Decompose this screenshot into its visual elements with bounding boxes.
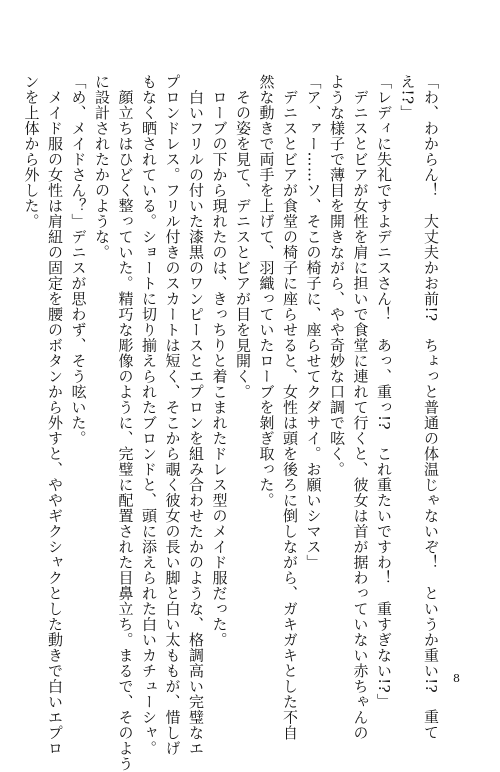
text-line: 然な動きで両手を上げて、羽織っていたローブを剝ぎ取った。 [257, 74, 276, 508]
text-line: 「わ、わからん！ 大丈夫かお前!? ちょっと普通の体温じゃないぞ！ というか重い!? 重て [422, 74, 440, 740]
text-line: デニスとビアが女性を肩に担いで食堂に連れて行くと、彼女は首が据わっていない赤ちゃんの [351, 74, 370, 741]
page-number: 8 [453, 672, 460, 685]
text-line: に設計されたかのような。 [93, 74, 111, 260]
body-text [22, 74, 442, 772]
text-line: 「め、メイドさん？」デニスが思わず、そう呟いた。 [69, 74, 88, 446]
text-line: 白いフリルの付いた漆黒のワンピースとエプロンを組み合わせたかのような、格調高い完璧なエ [187, 74, 205, 756]
text-line: ローブの下から現れたのは、きっちりと着こまれたドレス型のメイド服だった。 [210, 74, 229, 648]
text-line: デニスとビアが食堂の椅子に座らせると、女性は頭を後ろに倒しながら、ガキガキとした不自 [281, 74, 299, 741]
text-line: え!?」 [398, 74, 417, 121]
text-line: プロンドレス。フリル付きのスカートは短く、そこから覗く彼女の長い脚と白い太ももが、惜しげ [163, 74, 182, 756]
text-line: ンを上体から外した。 [22, 74, 41, 229]
text-line: 顔立ちはひどく整っていた。精巧な彫像のように、完璧に配置された目鼻立ち。まるで、そのよう [116, 74, 135, 772]
text-line: その姿を見て、デニスとビアが目を見開く。 [234, 74, 252, 400]
text-line: メイド服の女性は肩紐の固定を腰のボタンから外すと、ややギクシャクとした動きで白いエプロ [46, 74, 64, 756]
text-line: ような様子で薄目を開きながら、やや奇妙な口調で呟く。 [328, 74, 346, 477]
text-line: 「ア、ァー……ソ、そこの椅子に、座らせてクダサイ。お願いシマス」 [304, 74, 323, 570]
text-line: 「レディに失礼ですよデニスさん！ あっ、重っ!? これ重たいですわ！ 重すぎない!?」 [375, 74, 393, 709]
text-line: もなく晒されている。ショートに切り揃えられたブロンドと、頭に添えられた白いカチューシャ。 [140, 74, 158, 756]
